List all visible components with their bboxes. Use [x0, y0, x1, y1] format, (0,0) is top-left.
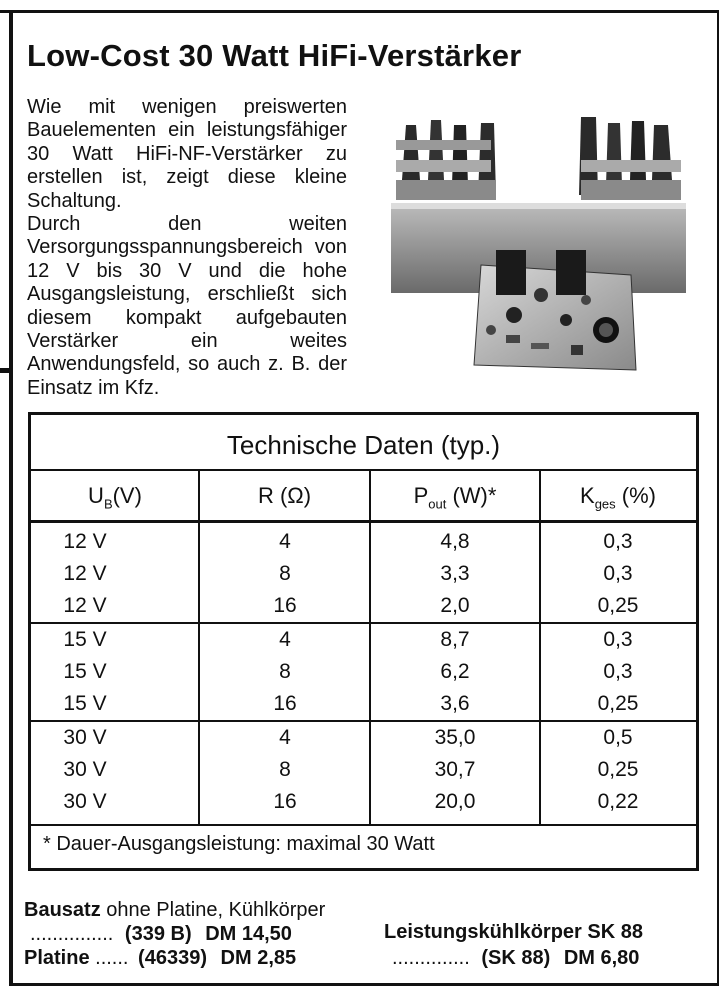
cell-pout: 6,2 [440, 660, 470, 683]
header-pout: $P_{out}$ (W)* [413, 483, 497, 512]
cell-ub: 30 V [63, 758, 107, 781]
cell-ub: 30 V [63, 790, 107, 813]
cell-r: 4 [279, 726, 291, 749]
cell-pout: 4,8 [440, 530, 470, 553]
column-divider [198, 469, 200, 826]
cell-r: 8 [279, 562, 291, 585]
table-header-row [31, 469, 696, 523]
cell-pout: 3,3 [440, 562, 470, 585]
cell-ub: 12 V [63, 530, 107, 553]
cell-pout: 30,7 [434, 758, 476, 781]
cell-kges: 0,22 [597, 790, 639, 813]
bausatz-dots: ............... [30, 923, 114, 945]
cell-pout: 3,6 [440, 692, 470, 715]
cell-kges: 0,25 [597, 692, 639, 715]
order-line-sk88 [384, 920, 643, 944]
header-kges: $K_{ges}$ (%) [580, 483, 656, 512]
heatsink-fins [396, 117, 681, 200]
order-line-bausatz-price [30, 922, 292, 946]
cell-pout: 2,0 [440, 594, 470, 617]
header-r: R (Ω) [257, 483, 312, 508]
cell-kges: 0,3 [603, 530, 633, 553]
cell-ub: 15 V [63, 628, 107, 651]
article-title: Low-Cost 30 Watt HiFi-Verstärker [27, 38, 522, 73]
platine-dots: ...... [95, 947, 129, 969]
cell-kges: 0,25 [597, 594, 639, 617]
cell-ub: 15 V [63, 660, 107, 683]
cell-kges: 0,5 [603, 726, 633, 749]
cell-kges: 0,3 [603, 562, 633, 585]
cell-r: 4 [279, 628, 291, 651]
cell-ub: 15 V [63, 692, 107, 715]
cell-ub: 12 V [63, 562, 107, 585]
sk88-code: (SK 88) [481, 947, 551, 969]
cell-r: 8 [279, 660, 291, 683]
platine-price: DM 2,85 [220, 947, 297, 969]
margin-mark [0, 368, 10, 373]
cell-kges: 0,25 [597, 758, 639, 781]
intro-paragraph-1: Wie mit wenigen preiswerten Bauelementen ein leistungsfähiger 30 Watt HiFi-NF-Verstärker zu erstellen ist, zeigt diese kleine Schaltung. [27, 96, 347, 212]
cell-r: 8 [279, 758, 291, 781]
order-line-bausatz [24, 898, 325, 922]
bausatz-label: Bausatz [24, 899, 101, 921]
order-line-sk88-price [392, 946, 639, 970]
cell-r: 4 [279, 530, 291, 553]
cell-pout: 20,0 [434, 790, 476, 813]
cell-r: 16 [273, 692, 297, 715]
cell-pout: 35,0 [434, 726, 476, 749]
specs-table [28, 412, 699, 871]
cell-r: 16 [273, 790, 297, 813]
footnote-divider [31, 824, 696, 826]
table-title: Technische Daten (typ.) [226, 430, 501, 460]
cell-pout: 8,7 [440, 628, 470, 651]
sk88-price: DM 6,80 [563, 947, 640, 969]
bausatz-description: ohne Platine, Kühlkörper [100, 899, 326, 921]
sk88-label: Leistungskühlkörper SK 88 [384, 921, 643, 943]
sk88-dots: .............. [392, 947, 470, 969]
amplifier-photo [386, 115, 696, 380]
column-divider [539, 469, 541, 826]
platine-label: Platine [24, 947, 90, 969]
bausatz-price: DM 14,50 [205, 923, 292, 945]
intro-text [27, 96, 347, 400]
cell-r: 16 [273, 594, 297, 617]
intro-paragraph-2: Durch den weiten Versorgungsspannungsbereich von 12 V bis 30 V und die hohe Ausgangsleistung, erschließt sich diesem kompakt aufgebauten Verstärker ein weites Anwendungsfeld, so auch z. B. der Einsatz im Kfz. [27, 213, 347, 399]
column-divider [369, 469, 371, 826]
cell-ub: 30 V [63, 726, 107, 749]
table-footnote: * Dauer-Ausgangsleistung: maximal 30 Watt [43, 833, 435, 855]
cell-kges: 0,3 [603, 660, 633, 683]
platine-code: (46339) [138, 947, 207, 969]
order-line-platine [24, 946, 296, 970]
header-ub: $U_B(V)$ [88, 483, 142, 512]
bausatz-code: (339 B) [124, 923, 192, 945]
cell-kges: 0,3 [603, 628, 633, 651]
cell-ub: 12 V [63, 594, 107, 617]
